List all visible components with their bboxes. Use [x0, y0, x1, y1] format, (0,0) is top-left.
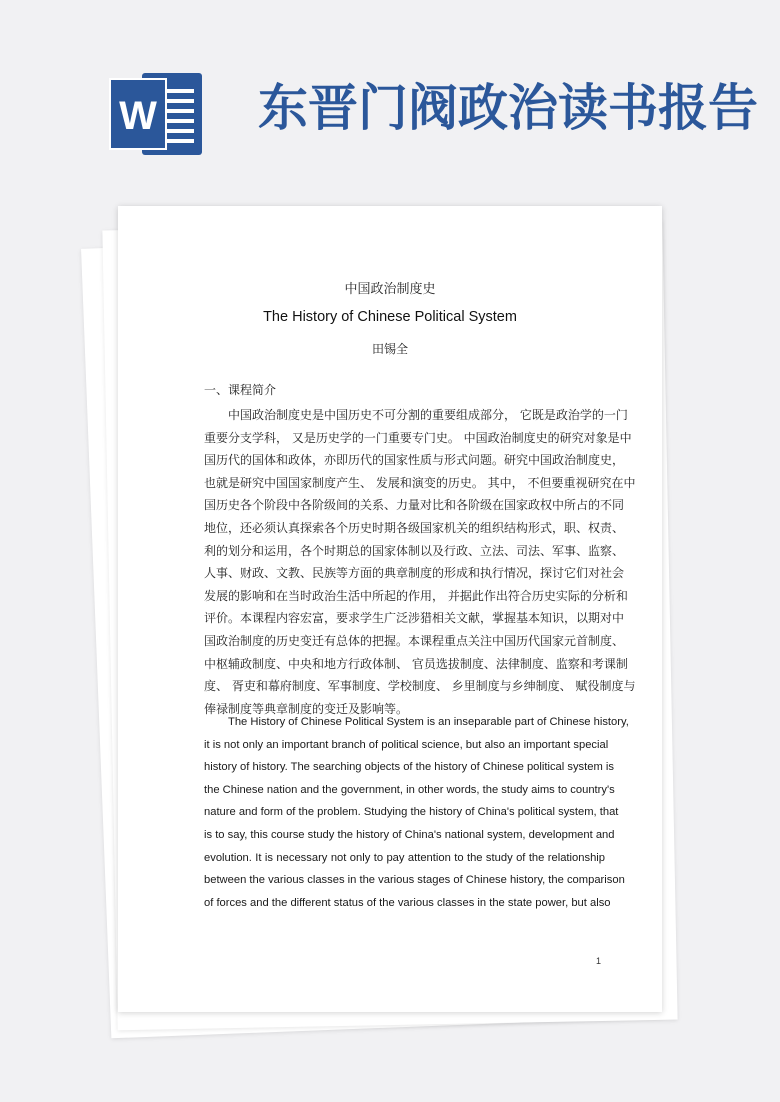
paragraph-line: 重要分支学科， 又是历史学的一门重要专门史。 中国政治制度史的研究对象是中 [204, 430, 632, 445]
document-author: 田锡全 [371, 342, 408, 356]
chinese-paragraph [204, 404, 636, 720]
paragraph-line: 中国政治制度史是中国历史不可分割的重要组成部分， 它既是政治学的一门 [228, 408, 628, 422]
banner-title: 东晋门阀政治读书报告 [258, 79, 758, 137]
document-title-english: The History of Chinese Political System [263, 309, 517, 325]
page-number: 1 [596, 956, 602, 966]
paragraph-line: 也就是研究中国国家制度产生、 发展和演变的历史。 其中， 不但要重视研究在中 [204, 475, 636, 490]
paragraph-line: is to say, this course study the history of China's national system, development and [204, 828, 615, 841]
word-logo-letter: W [119, 94, 157, 138]
paragraph-line: 发展的影响和在当时政治生活中所起的作用， 并据此作出符合历史实际的分析和 [204, 588, 628, 603]
paragraph-line: 国历代的国体和政体，亦即历代的国家性质与形式问题。研究中国政治制度史， [204, 453, 625, 468]
paragraph-line: The History of Chinese Political System is an inseparable part of Chinese history, [228, 716, 629, 728]
paragraph-line: 国历史各个阶段中各阶级间的关系、力量对比和各阶级在国家政权中所占的不同 [204, 498, 625, 513]
word-document-icon [108, 67, 208, 161]
banner [0, 0, 780, 190]
section-heading: 一、课程简介 [204, 383, 277, 397]
paragraph-line: 利的划分和运用，各个时期总的国家体制以及行政、立法、司法、军事、监察、 [204, 543, 625, 558]
document-page [118, 206, 662, 1012]
paragraph-line: history of history. The searching objects of the history of Chinese political system is [204, 761, 614, 774]
paragraph-line: of forces and the different status of the various classes in the state power, but also [204, 896, 611, 909]
paragraph-line: 俸禄制度等典章制度的变迁及影响等。 [204, 701, 409, 716]
paragraph-line: the Chinese nation and the government, in other words, the study aims to country's [204, 783, 615, 796]
paragraph-line: between the various classes in the various stages of Chinese history, the comparison [204, 874, 625, 887]
paragraph-line: evolution. It is necessary not only to pay attention to the study of the relationship [204, 851, 605, 864]
paragraph-line: it is not only an important branch of political science, but also an important special [204, 738, 609, 751]
english-paragraph [204, 711, 629, 914]
paragraph-line: 中枢辅政制度、中央和地方行政体制、 官员选拔制度、法律制度、监察和考课制 [204, 656, 628, 671]
paragraph-line: 度、 胥吏和幕府制度、军事制度、学校制度、 乡里制度与乡绅制度、 赋役制度与 [204, 679, 636, 694]
paragraph-line: 国政治制度的历史变迁有总体的把握。本课程重点关注中国历代国家元首制度、 [204, 633, 625, 648]
paragraph-line: 人事、财政、文教、民族等方面的典章制度的形成和执行情况，探讨它们对社会 [204, 566, 625, 581]
document-title-chinese: 中国政治制度史 [344, 282, 436, 297]
paragraph-line: 评价。本课程内容宏富，要求学生广泛涉猎相关文献，掌握基本知识，以期对中 [204, 611, 625, 626]
paragraph-line: 地位，还必须认真探索各个历史时期各级国家机关的组织结构形式，职、权责、 [204, 520, 625, 535]
paragraph-line: nature and form of the problem. Studying the history of China's political system, that [204, 806, 619, 819]
